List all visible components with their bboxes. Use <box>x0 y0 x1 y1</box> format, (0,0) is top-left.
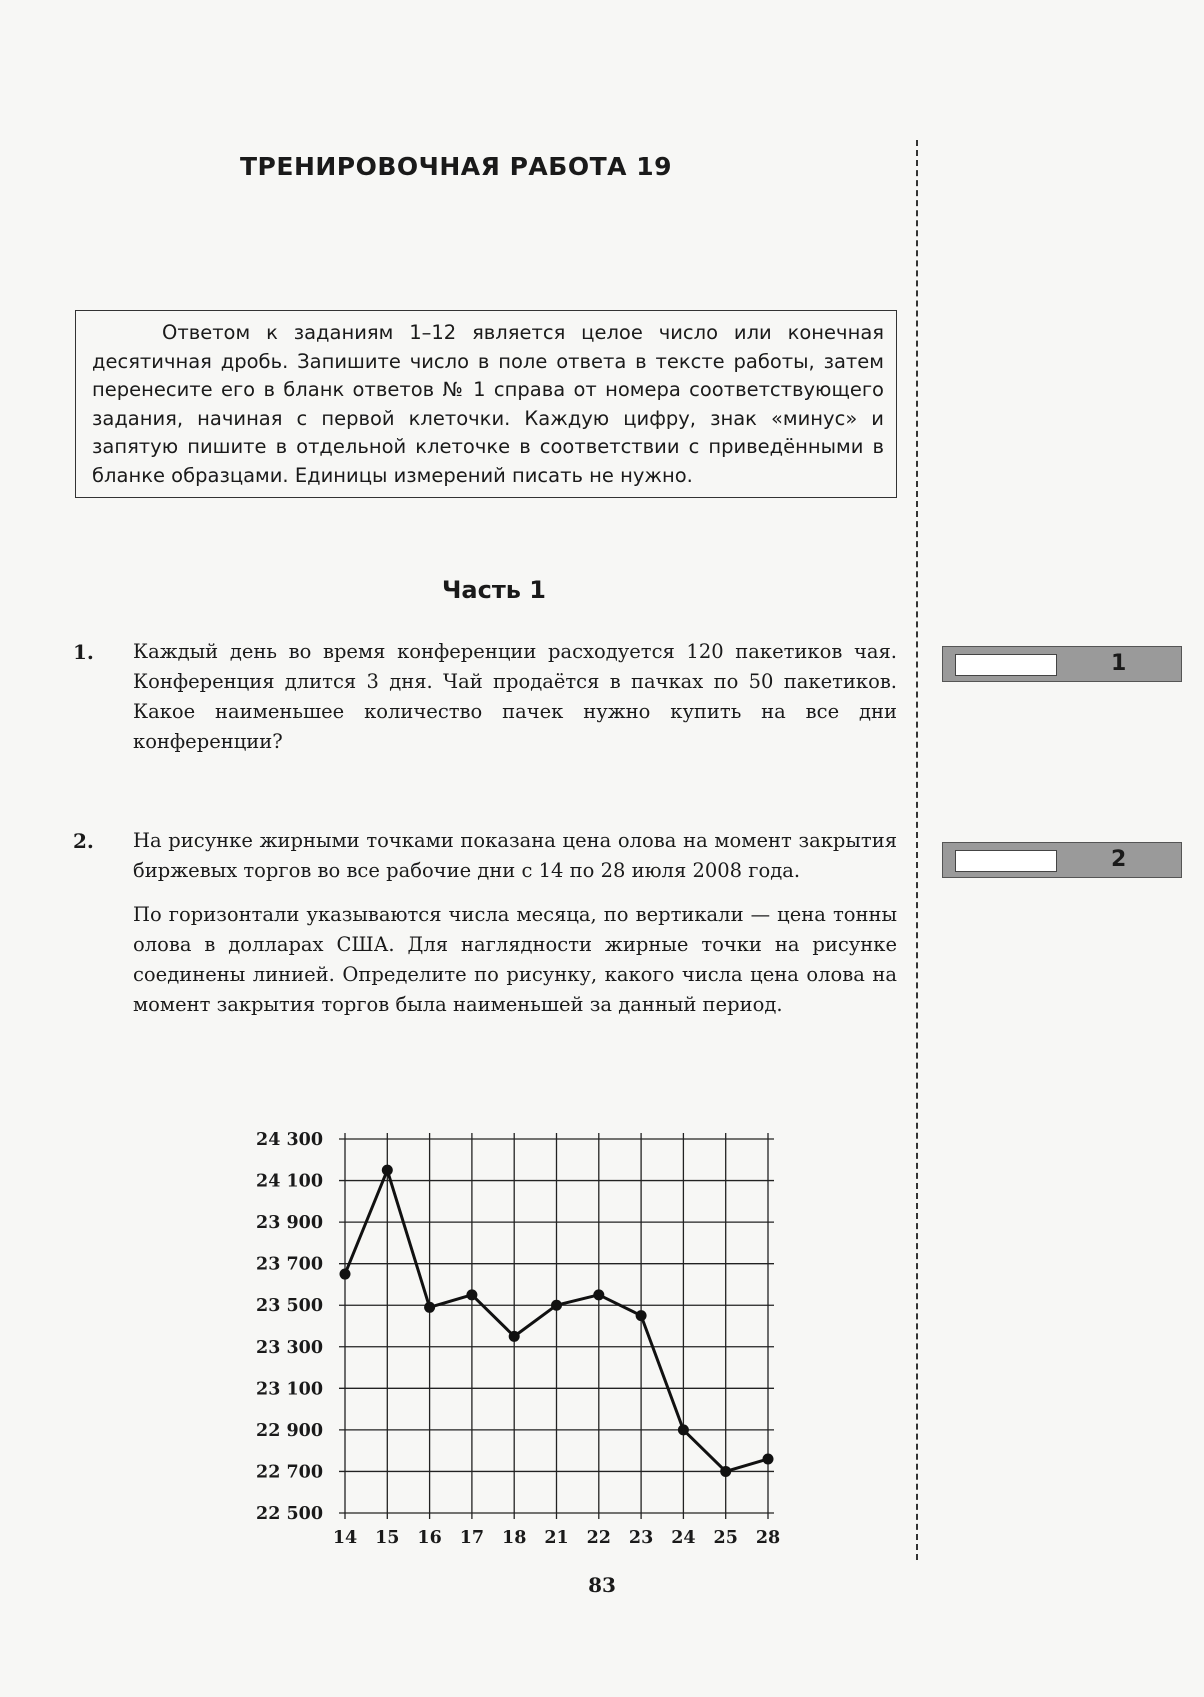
task-1-number: 1. <box>73 640 94 664</box>
y-tick-label: 23 700 <box>256 1254 323 1275</box>
x-tick-label: 14 <box>332 1528 358 1548</box>
instructions-box <box>75 310 897 498</box>
x-tick-label: 17 <box>459 1528 485 1548</box>
data-point <box>509 1331 520 1342</box>
y-tick-label: 23 900 <box>256 1213 323 1234</box>
data-point <box>593 1289 604 1300</box>
task-1-paragraph: Каждый день во время конференции расходуется 120 пакетиков чая. Конференция длится 3 дня. Чай продаётся в пачках по 50 пакетиков. Какое наименьшее количество пачек нужно купить на все дни конференции? <box>133 640 897 753</box>
answer-field-1[interactable] <box>955 654 1057 676</box>
y-tick-label: 22 500 <box>256 1504 323 1524</box>
task-2-paragraph: По горизонтали указываются числа месяца, по вертикали — цена тонны олова в долларах США. Для наглядности жирные точки на рисунке соединены линией. Определите по рисунку, какого числа цена олова на момент закрытия торгов была наименьшей за данный период. <box>133 903 897 1016</box>
data-point <box>636 1310 647 1321</box>
data-point <box>340 1269 351 1280</box>
x-tick-label: 21 <box>544 1528 569 1548</box>
task-1-text <box>133 637 897 757</box>
x-tick-label: 15 <box>375 1528 400 1548</box>
cut-line <box>916 140 918 1560</box>
y-tick-label: 23 300 <box>256 1337 323 1358</box>
x-tick-label: 25 <box>713 1528 738 1548</box>
part-title: Часть 1 <box>442 576 546 604</box>
y-tick-label: 24 300 <box>256 1130 323 1150</box>
y-tick-label: 23 100 <box>256 1379 323 1400</box>
x-tick-label: 18 <box>502 1528 527 1548</box>
data-point <box>720 1466 731 1477</box>
data-point <box>678 1424 689 1435</box>
y-tick-label: 24 100 <box>256 1171 323 1192</box>
data-point <box>382 1165 393 1176</box>
x-tick-label: 16 <box>417 1528 442 1548</box>
y-tick-label: 22 900 <box>256 1420 323 1441</box>
task-2-number: 2. <box>73 829 94 853</box>
y-tick-label: 22 700 <box>256 1462 323 1483</box>
x-tick-label: 23 <box>628 1528 654 1548</box>
answer-label-2: 2 <box>1111 847 1127 872</box>
task-2-text <box>133 826 897 1020</box>
instructions-text: Ответом к заданиям 1–12 является целое число или конечная десятичная дробь. Запишите число в поле ответа в тексте работы, затем перенесите его в бланк ответов № 1 справа от номера соответствующего задания, начиная с первой клеточки. Каждую цифру, знак «минус» и запятую пишите в отдельной клеточке в соответствии с приведёнными в бланке образцами. Единицы измерений писать не нужно. <box>92 321 884 487</box>
answer-box-2 <box>942 842 1182 878</box>
x-tick-label: 24 <box>671 1528 696 1548</box>
x-tick-label: 28 <box>755 1528 781 1548</box>
data-point <box>466 1289 477 1300</box>
x-tick-label: 22 <box>586 1528 611 1548</box>
data-point <box>763 1453 774 1464</box>
answer-field-2[interactable] <box>955 850 1057 872</box>
page-number: 83 <box>588 1573 616 1597</box>
y-tick-label: 23 500 <box>256 1296 323 1317</box>
page-title: ТРЕНИРОВОЧНАЯ РАБОТА 19 <box>240 152 672 181</box>
answer-label-1: 1 <box>1111 651 1127 676</box>
answer-box-1 <box>942 646 1182 682</box>
data-point <box>551 1300 562 1311</box>
data-point <box>424 1302 435 1313</box>
task-2-paragraph: На рисунке жирными точками показана цена олова на момент закрытия биржевых торгов во все рабочие дни с 14 по 28 июля 2008 года. <box>133 829 897 882</box>
tin-price-chart <box>230 1115 790 1555</box>
